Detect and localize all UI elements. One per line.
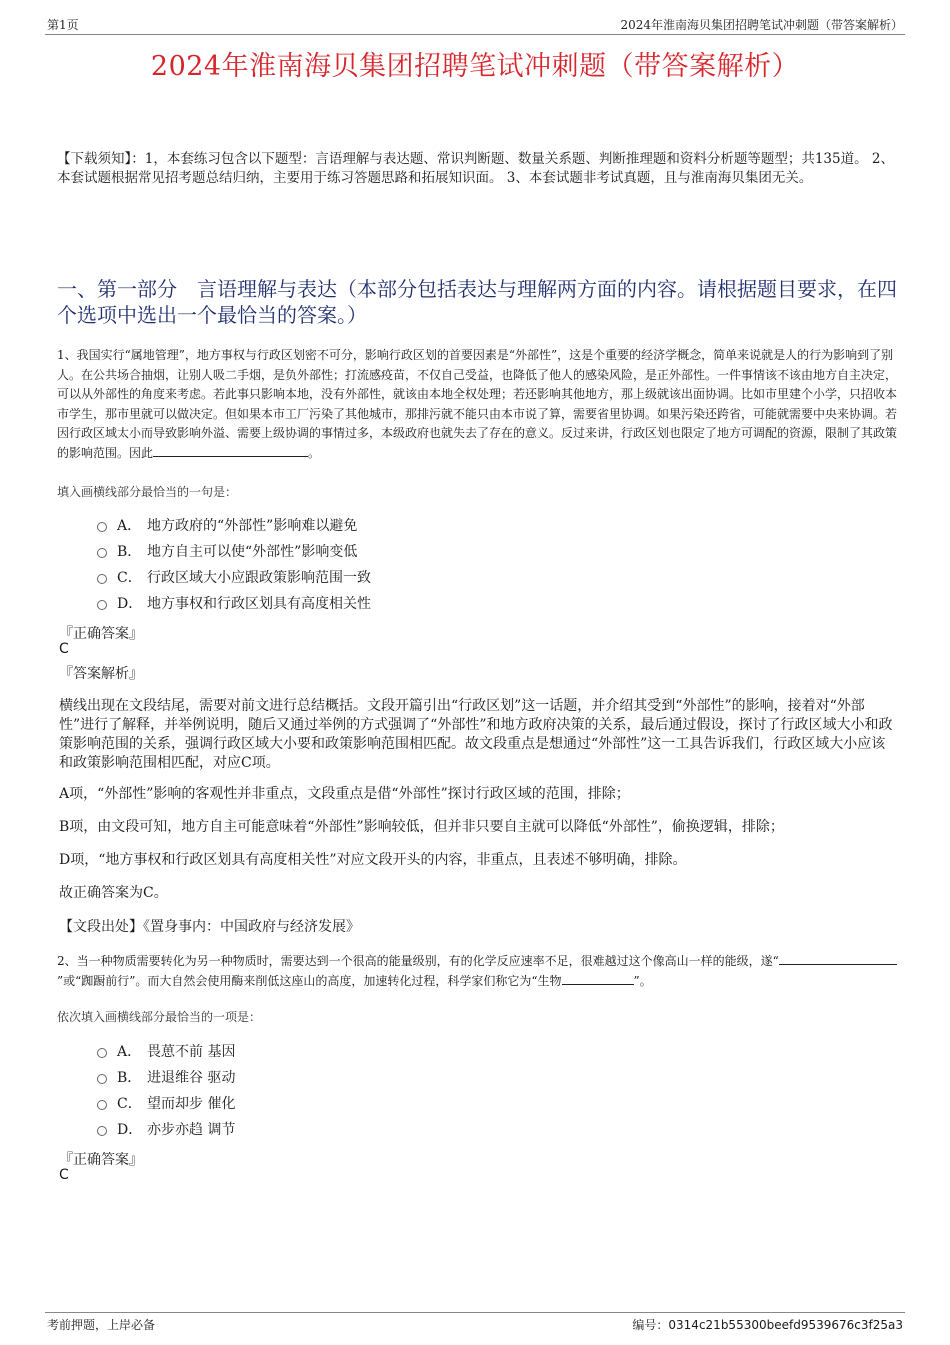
download-notice: 【下载须知】：1，本套练习包含以下题型：言语理解与表达题、常识判断题、数量关系题、判断推理题和资料分析题等题型；共135道。 2、本套试题根据常见招考题总结归纳，主要用于练习答题思路和拓展知识面。 3、本套试题非考试真题，且与淮南海贝集团无关。 (57, 151, 894, 186)
question-2-stem (57, 952, 899, 991)
option-d[interactable]: D． 亦步亦趋 调节 (97, 1116, 235, 1142)
analysis-paragraph: 横线出现在文段结尾，需要对前文进行总结概括。文段开篇引出“行政区划”这一话题，并介绍其受到“外部性”的影响，接着对“外部性”进行了解释，并举例说明，随后又通过举例的方式强调了“外部性”和地方政府决策的关系，最后通过假设，探讨了行政区域大小和政策影响范围的关系，强调行政区域大小要和政策影响范围相匹配。故文段重点是想通过“外部性”这一工具告诉我们，行政区域大小应该和政策影响范围相匹配，对应C项。 (59, 698, 893, 771)
analysis-label: 『答案解析』 (59, 666, 143, 682)
option-a[interactable]: A． 畏葸不前 基因 (97, 1038, 235, 1064)
question-1-end: 。 (308, 445, 321, 460)
question-2-options (97, 1038, 235, 1142)
answer-label: 『正确答案』 (59, 626, 143, 642)
radio-icon[interactable] (97, 1048, 107, 1058)
option-b[interactable]: B． 地方自主可以使“外部性”影响变低 (97, 538, 371, 564)
option-c[interactable]: C． 行政区域大小应跟政策影响范围一致 (97, 564, 371, 590)
fill-blank (562, 972, 634, 985)
question-2-prompt: 依次填入画横线部分最恰当的一项是： (57, 1010, 262, 1024)
question-2-text-a: 2、当一种物质需要转化为另一种物质时，需要达到一个很高的能量级别，有的化学反应速率不足，很难越过这个像高山一样的能级，遂“ (57, 954, 779, 968)
page-header (45, 14, 905, 35)
document-title: 2024年淮南海贝集团招聘笔试冲刺题（带答案解析） (150, 51, 800, 82)
option-b[interactable]: B． 进退维谷 驱动 (97, 1064, 235, 1090)
source-citation: 【文段出处】《置身事内：中国政府与经济发展》 (59, 919, 360, 935)
analysis-option-d: D项，“地方事权和行政区划具有高度相关性”对应文段开头的内容，非重点，且表述不够明确，排除。 (59, 852, 687, 868)
radio-icon[interactable] (97, 1100, 107, 1110)
fill-blank (153, 444, 308, 457)
question-2-end: ”。 (633, 973, 652, 988)
radio-icon[interactable] (97, 574, 107, 584)
footer-code: 编号：0314c21b55300beefd9539676c3f25a3 (632, 1318, 903, 1332)
option-a[interactable]: A． 地方政府的“外部性”影响难以避免 (97, 512, 371, 538)
question-1-options (97, 512, 371, 616)
question-1-text: 1、我国实行“属地管理”，地方事权与行政区划密不可分，影响行政区划的首要因素是“外部性”，这是个重要的经济学概念，简单来说就是人的行为影响到了别人。在公共场合抽烟，让别人吸二手烟，是负外部性；打流感疫苗，不仅自己受益，也降低了他人的感染风险，是正外部性。一件事情该不该由地方自主决定，可以从外部性的角度来考虑。若此事只影响本地，没有外部性，就该由本地全权处理；若还影响其他地方，那上级就该出面协调。比如市里建个小学，只招收本市学生，那市里就可以做决定。但如果本市工厂污染了其他城市，那排污就不能只由本市说了算，需要省里协调。如果污染还跨省，可能就需要中央来协调。若因行政区域太小而导致影响外溢、需要上级协调的事情过多，本级政府也就失去了存在的意义。反过来讲，行政区划也限定了地方可调配的资源，限制了其政策的影响范围。因此 (57, 348, 898, 460)
radio-icon[interactable] (97, 600, 107, 610)
fill-blank (779, 952, 897, 965)
analysis-option-b: B项，由文段可知，地方自主可能意味着“外部性”影响较低，但并非只要自主就可以降低“外部性”，偷换逻辑，排除； (59, 819, 784, 835)
radio-icon[interactable] (97, 1074, 107, 1084)
analysis-option-a: A项，“外部性”影响的客观性并非重点，文段重点是借“外部性”探讨行政区域的范围，排除； (59, 786, 630, 802)
option-d[interactable]: D． 地方事权和行政区划具有高度相关性 (97, 590, 371, 616)
analysis-conclusion: 故正确答案为C。 (59, 885, 168, 901)
radio-icon[interactable] (97, 548, 107, 558)
page-footer (45, 1312, 905, 1335)
question-1-prompt: 填入画横线部分最恰当的一句是： (57, 485, 238, 499)
section-heading: 一、第一部分 言语理解与表达（本部分包括表达与理解两方面的内容。请根据题目要求，在四个选项中选出一个最恰当的答案。） (57, 277, 897, 327)
question-1-stem (57, 346, 899, 463)
question-2-text-b: ”或“踟蹰前行”。而大自然会使用酶来削低这座山的高度，加速转化过程，科学家们称它为“生物 (57, 973, 562, 988)
option-c[interactable]: C． 望而却步 催化 (97, 1090, 235, 1116)
radio-icon[interactable] (97, 522, 107, 532)
footer-slogan: 考前押题，上岸必备 (47, 1318, 156, 1332)
page-number: 第1页 (47, 18, 79, 32)
radio-icon[interactable] (97, 1126, 107, 1136)
answer-label: 『正确答案』 (59, 1152, 143, 1168)
correct-answer: C (59, 1167, 69, 1183)
correct-answer: C (59, 641, 69, 657)
header-doc-title: 2024年淮南海贝集团招聘笔试冲刺题（带答案解析） (620, 18, 903, 32)
